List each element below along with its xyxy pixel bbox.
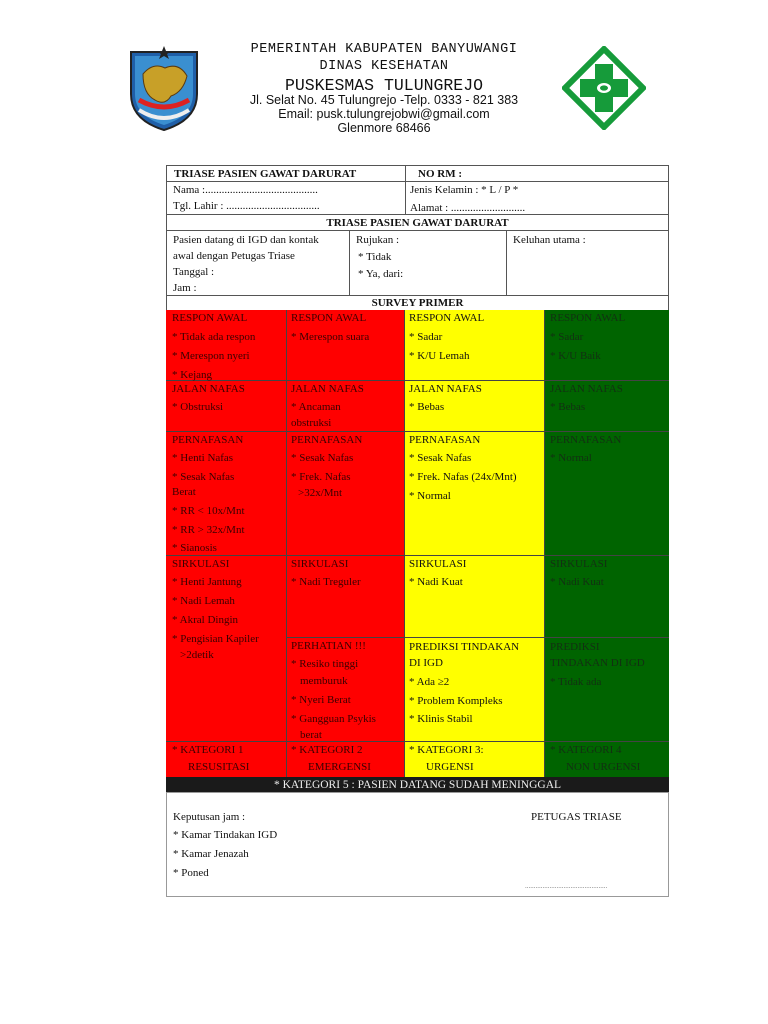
red1-respon-item[interactable]: * Tidak ada respon	[172, 331, 256, 343]
form-title-cell	[166, 165, 406, 182]
row-divider	[166, 741, 669, 742]
red2-perhatian-item: berat	[300, 729, 322, 741]
yellow-prediksi-title: DI IGD	[409, 657, 443, 669]
red2-sirkulasi-item[interactable]: * Nadi Treguler	[291, 576, 361, 588]
yellow-prediksi-title: PREDIKSI TINDAKAN	[409, 641, 520, 653]
kategori-2-label[interactable]: * KATEGORI 2	[291, 744, 363, 756]
kategori-1-name: RESUSITASI	[188, 761, 250, 773]
col-divider	[404, 310, 405, 777]
green-nafas-item[interactable]: * Bebas	[550, 401, 586, 413]
gender-address-cell[interactable]	[405, 181, 669, 215]
triage-form	[166, 165, 669, 897]
tgl-lahir-field[interactable]: Tgl. Lahir : ..................................	[173, 200, 320, 212]
survey-title: SURVEY PRIMER	[371, 297, 464, 309]
yellow-nafas-title: JALAN NAFAS	[409, 383, 482, 395]
row-divider	[286, 637, 669, 638]
red1-pernafasan-title: PERNAFASAN	[172, 434, 244, 446]
kategori-3-name: URGENSI	[426, 761, 474, 773]
col-divider	[544, 310, 545, 777]
yellow-respon-item[interactable]: * Sadar	[409, 331, 443, 343]
red2-perhatian-item[interactable]: * Gangguan Psykis	[291, 713, 376, 725]
arrival-text-2: awal dengan Petugas Triase	[173, 250, 295, 262]
letterhead-line-puskesmas: PUSKESMAS TULUNGREJO	[284, 76, 484, 95]
rujukan-ya-option[interactable]: * Ya, dari:	[358, 268, 404, 280]
col-divider	[286, 310, 287, 777]
no-rm-label: NO RM :	[418, 168, 462, 180]
red2-pernafasan-title: PERNAFASAN	[291, 434, 363, 446]
red1-sirkulasi-item[interactable]: * Pengisian Kapiler	[172, 633, 259, 645]
red2-pernafasan-item: >32x/Mnt	[298, 487, 343, 499]
letterhead-line-department: DINAS KESEHATAN	[319, 59, 449, 74]
letterhead-address: Jl. Selat No. 45 Tulungrejo -Telp. 0333 - 821 383	[249, 93, 519, 107]
kategori-4-label[interactable]: * KATEGORI 4	[550, 744, 622, 756]
jam-field[interactable]: Jam :	[173, 282, 197, 294]
red1-nafas-item[interactable]: * Obstruksi	[172, 401, 224, 413]
kategori-3-label[interactable]: * KATEGORI 3:	[409, 744, 484, 756]
red1-sirkulasi-title: SIRKULASI	[172, 558, 230, 570]
jenis-kelamin-field[interactable]: Jenis Kelamin : * L / P *	[410, 184, 519, 196]
red1-nafas-title: JALAN NAFAS	[172, 383, 245, 395]
green-pernafasan-title: PERNAFASAN	[550, 434, 622, 446]
green-prediksi-title: TINDAKAN DI IGD	[550, 657, 645, 669]
yellow-pernafasan-item[interactable]: * Sesak Nafas	[409, 452, 472, 464]
arrival-cell[interactable]	[166, 230, 350, 296]
no-rm-cell[interactable]	[405, 165, 669, 182]
green-pernafasan-item[interactable]: * Normal	[550, 452, 592, 464]
red1-pernafasan-item[interactable]: * RR > 32x/Mnt	[172, 524, 245, 536]
red1-respon-title: RESPON AWAL	[172, 312, 248, 324]
red2-nafas-item: obstruksi	[291, 417, 332, 429]
kategori-5-bar[interactable]	[166, 777, 669, 793]
kategori-4-name: NON URGENSI	[566, 761, 641, 773]
letterhead-line-government: PEMERINTAH KABUPATEN BANYUWANGI	[250, 42, 518, 57]
letterhead-email: Email: pusk.tulungrejobwi@gmail.com	[278, 107, 490, 121]
red2-nafas-title: JALAN NAFAS	[291, 383, 364, 395]
red1-sirkulasi-item: >2detik	[180, 649, 214, 661]
kategori-1-label[interactable]: * KATEGORI 1	[172, 744, 244, 756]
keputusan-option[interactable]: * Kamar Jenazah	[173, 848, 249, 860]
yellow-pernafasan-item[interactable]: * Normal	[409, 490, 451, 502]
red2-perhatian-item: memburuk	[300, 675, 348, 687]
form-title: TRIASE PASIEN GAWAT DARURAT	[174, 168, 357, 180]
yellow-sirkulasi-title: SIRKULASI	[409, 558, 467, 570]
keluhan-cell[interactable]	[506, 230, 669, 296]
yellow-prediksi-item[interactable]: * Ada ≥2	[409, 676, 450, 688]
yellow-respon-item[interactable]: * K/U Lemah	[409, 350, 470, 362]
green-sirkulasi-title: SIRKULASI	[550, 558, 608, 570]
rujukan-label: Rujukan :	[356, 234, 400, 246]
red1-respon-item[interactable]: * Merespon nyeri	[172, 350, 250, 362]
row-divider	[166, 380, 669, 381]
arrival-text-1: Pasien datang di IGD dan kontak	[173, 234, 319, 246]
yellow-prediksi-item[interactable]: * Klinis Stabil	[409, 713, 473, 725]
yellow-prediksi-item[interactable]: * Problem Kompleks	[409, 695, 503, 707]
yellow-pernafasan-item[interactable]: * Frek. Nafas (24x/Mnt)	[409, 471, 517, 483]
identity-cell[interactable]	[166, 181, 406, 215]
red1-pernafasan-item[interactable]: * Sianosis	[172, 542, 217, 554]
red1-pernafasan-item[interactable]: * Sesak Nafas	[172, 471, 235, 483]
red1-sirkulasi-item[interactable]: * Henti Jantung	[172, 576, 242, 588]
green-nafas-title: JALAN NAFAS	[550, 383, 623, 395]
survey-title-cell	[166, 295, 669, 311]
green-respon-item[interactable]: * Sadar	[550, 331, 584, 343]
red1-respon-item[interactable]: * Kejang	[172, 369, 213, 381]
decision-cell	[166, 792, 669, 897]
yellow-sirkulasi-item[interactable]: * Nadi Kuat	[409, 576, 463, 588]
red1-pernafasan-item: Berat	[172, 486, 196, 498]
green-prediksi-item[interactable]: * Tidak ada	[550, 676, 602, 688]
keputusan-option[interactable]: * Kamar Tindakan IGD	[173, 829, 278, 841]
red2-perhatian-item[interactable]: * Resiko tinggi	[291, 658, 359, 670]
red2-pernafasan-item[interactable]: * Frek. Nafas	[291, 471, 351, 483]
red2-respon-title: RESPON AWAL	[291, 312, 367, 324]
health-cross-logo	[562, 46, 646, 130]
tanggal-field[interactable]: Tanggal :	[173, 266, 215, 278]
red2-perhatian-item[interactable]: * Nyeri Berat	[291, 694, 351, 706]
yellow-respon-title: RESPON AWAL	[409, 312, 485, 324]
red1-pernafasan-item[interactable]: * Henti Nafas	[172, 452, 234, 464]
green-sirkulasi-item[interactable]: * Nadi Kuat	[550, 576, 604, 588]
red2-respon-item[interactable]: * Merespon suara	[291, 331, 370, 343]
section-title: TRIASE PASIEN GAWAT DARURAT	[326, 217, 509, 229]
petugas-triase-label: PETUGAS TRIASE	[531, 811, 622, 823]
red1-sirkulasi-item[interactable]: * Akral Dingin	[172, 614, 238, 626]
row-divider	[166, 431, 669, 432]
red2-sirkulasi-title: SIRKULASI	[291, 558, 349, 570]
keluhan-label: Keluhan utama :	[513, 234, 586, 246]
alamat-field[interactable]: Alamat : ...........................	[410, 202, 526, 214]
kategori-2-name: EMERGENSI	[308, 761, 371, 773]
green-respon-title: RESPON AWAL	[550, 312, 626, 324]
red2-nafas-item[interactable]: * Ancaman	[291, 401, 341, 413]
red1-sirkulasi-item[interactable]: * Nadi Lemah	[172, 595, 235, 607]
rujukan-tidak-option[interactable]: * Tidak	[358, 251, 392, 263]
letterhead-postal: Glenmore 68466	[337, 121, 431, 135]
green-respon-item[interactable]: * K/U Baik	[550, 350, 601, 362]
row-divider	[166, 555, 669, 556]
red1-pernafasan-item[interactable]: * RR < 10x/Mnt	[172, 505, 245, 517]
green-prediksi-title: PREDIKSI	[550, 641, 600, 653]
keputusan-option[interactable]: * Poned	[173, 867, 209, 879]
keputusan-jam-field[interactable]: Keputusan jam :	[173, 811, 246, 823]
yellow-pernafasan-title: PERNAFASAN	[409, 434, 481, 446]
section-title-cell	[166, 214, 669, 231]
red2-pernafasan-item[interactable]: * Sesak Nafas	[291, 452, 354, 464]
regency-emblem	[125, 44, 203, 132]
rujukan-cell[interactable]	[349, 230, 507, 296]
kategori-5-label: * KATEGORI 5 : PASIEN DATANG SUDAH MENINGGAL	[273, 779, 562, 791]
red2-perhatian-title: PERHATIAN !!!	[291, 640, 366, 652]
yellow-nafas-item[interactable]: * Bebas	[409, 401, 445, 413]
signature-line[interactable]: ...............................................	[525, 882, 608, 890]
nama-field[interactable]: Nama :.........................................	[173, 184, 318, 196]
